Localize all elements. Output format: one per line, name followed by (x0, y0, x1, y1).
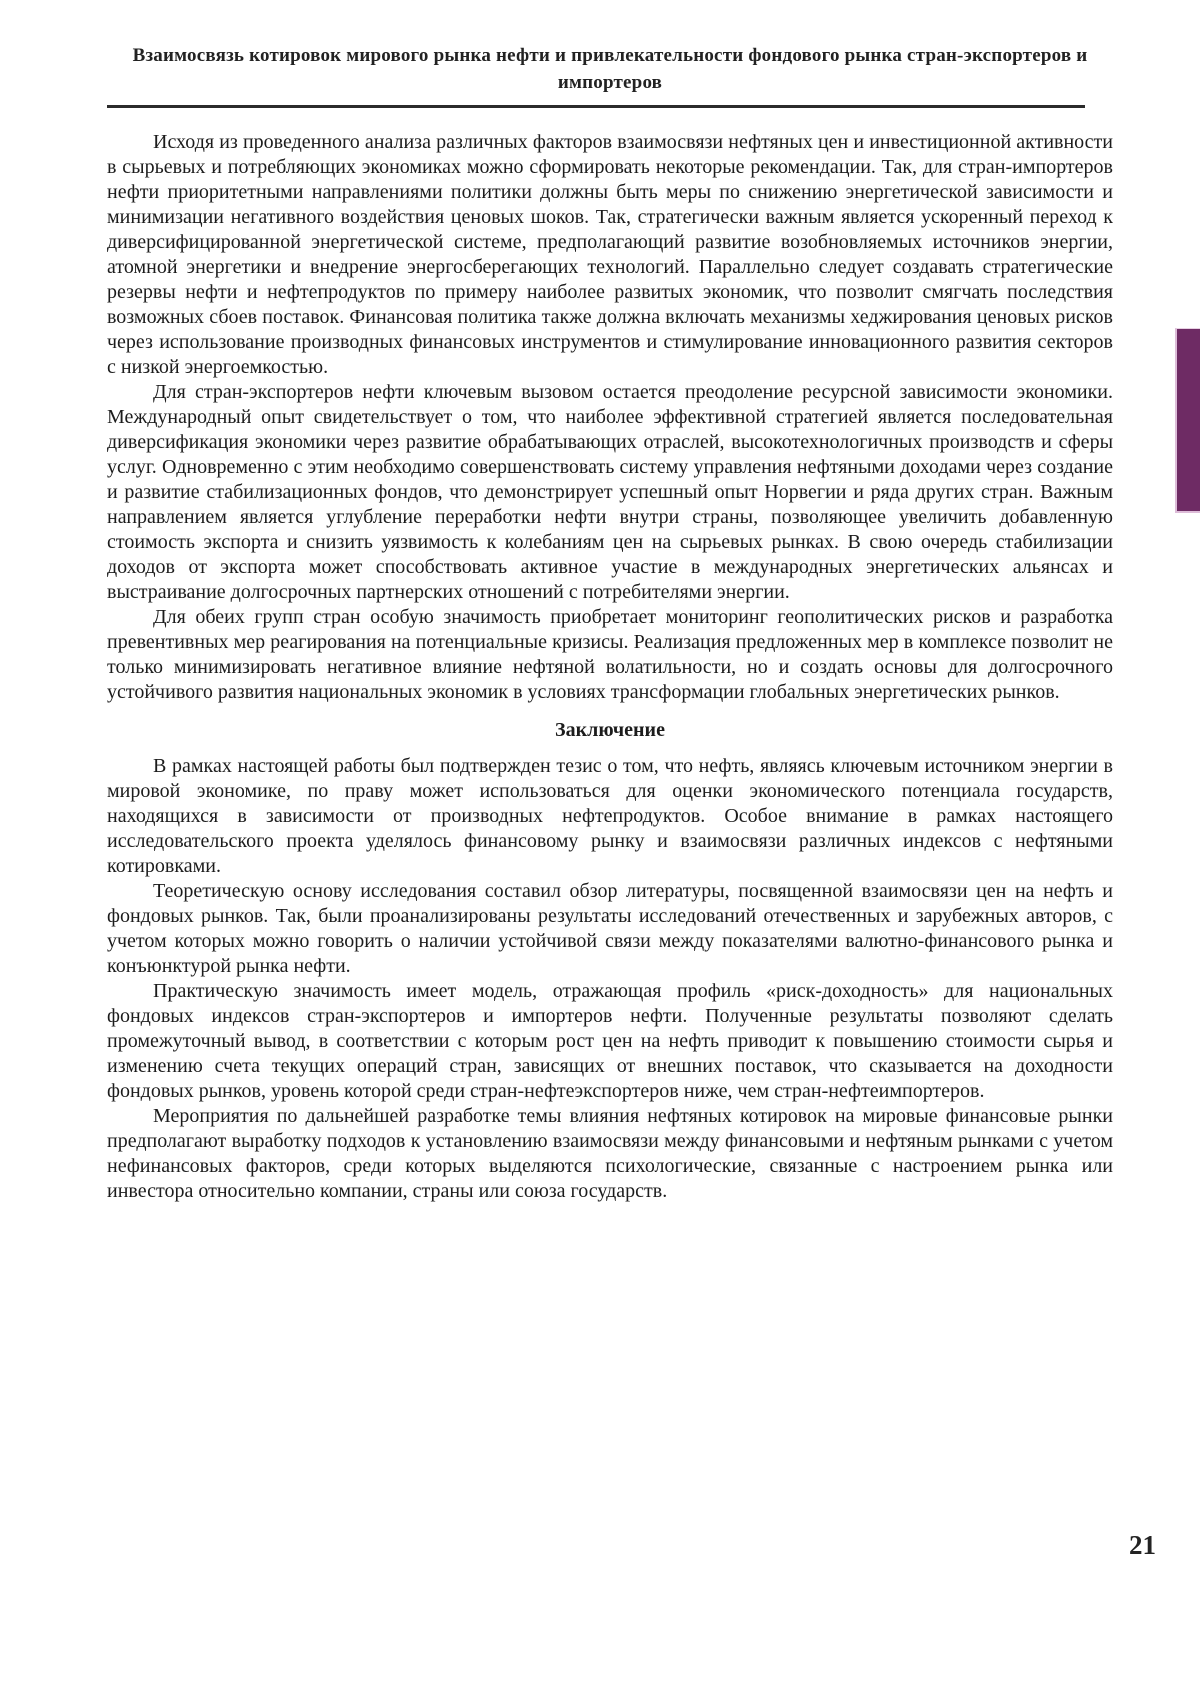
conclusion-paragraph-1: В рамках настоящей работы был подтвержден тезис о том, что нефть, являясь ключевым источником энергии в мировой экономике, по праву может использоваться для оценки экономического потенциала государств, находящихся в зависимости от производных нефтепродуктов. Особое внимание в рамках настоящего исследовательского проекта уделялось финансовому рынку и взаимосвязи различных индексов с нефтяными котировками. (107, 755, 1113, 877)
body-paragraph-2: Для стран-экспортеров нефти ключевым вызовом остается преодоление ресурсной зависимости экономики. Международный опыт свидетельствует о том, что наиболее эффективной стратегией является последовательная диверсификация экономики через развитие обрабатывающих отраслей, высокотехнологичных производств и сферы услуг. Одновременно с этим необходимо совершенствовать систему управления нефтяными доходами через создание и развитие стабилизационных фондов, что демонстрирует успешный опыт Норвегии и ряда других стран. Важным направлением является углубление переработки нефти внутри страны, позволяющее увеличить добавленную стоимость экспорта и снизить уязвимость к колебаниям цен на сырьевых рынках. В свою очередь стабилизации доходов от экспорта может способствовать активное участие в международных энергетических альянсах и выстраивание долгосрочных партнерских отношений с потребителями энергии. (107, 381, 1113, 603)
chapter-edge-tab (1175, 328, 1200, 513)
page-number: 21 (1129, 1530, 1156, 1560)
conclusion-paragraph-4: Мероприятия по дальнейшей разработке темы влияния нефтяных котировок на мировые финансовые рынки предполагают выработку подходов к установлению взаимосвязи между финансовыми и нефтяным рынками с учетом нефинансовых факторов, среди которых выделяются психологические, связанные с настроением рынка или инвестора относительно компании, страны или союза государств. (107, 1105, 1113, 1202)
page-content (107, 42, 1113, 1204)
conclusion-paragraph-2: Теоретическую основу исследования составил обзор литературы, посвященной взаимосвязи цен на нефть и фондовых рынков. Так, были проанализированы результаты исследований отечественных и зарубежных авторов, с учетом которых можно говорить о наличии устойчивой связи между показателями валютно-финансового рынка и конъюнктурой рынка нефти. (107, 880, 1113, 977)
header-rule (107, 105, 1085, 108)
conclusion-heading: Заключение (555, 719, 665, 741)
running-head-title: Взаимосвязь котировок мирового рынка нефти и привлекательности фондового рынка стран-экспортеров и импортеров (132, 45, 1088, 93)
body-paragraph-1: Исходя из проведенного анализа различных факторов взаимосвязи нефтяных цен и инвестиционной активности в сырьевых и потребляющих экономиках можно сформировать некоторые рекомендации. Так, для стран-импортеров нефти приоритетными направлениями политики должны быть меры по снижению энергетической зависимости и минимизации негативного воздействия ценовых шоков. Так, стратегически важным является ускоренный переход к диверсифицированной энергетической системе, предполагающий развитие возобновляемых источников энергии, атомной энергетики и внедрение энергосберегающих технологий. Параллельно следует создавать стратегические резервы нефти и нефтепродуктов по примеру наиболее развитых экономик, что позволит смягчать последствия возможных сбоев поставок. Финансовая политика также должна включать механизмы хеджирования ценовых рисков через использование производных финансовых инструментов и стимулирование инновационного развития секторов с низкой энергоемкостью. (107, 131, 1113, 378)
body-paragraph-3: Для обеих групп стран особую значимость приобретает мониторинг геополитических рисков и разработка превентивных мер реагирования на потенциальные кризисы. Реализация предложенных мер в комплексе позволит не только минимизировать негативное влияние нефтяной волатильности, но и создать основы для долгосрочного устойчивого развития национальных экономик в условиях трансформации глобальных энергетических рынков. (107, 606, 1113, 703)
page-header (107, 42, 1113, 108)
page-body (107, 130, 1113, 1204)
conclusion-paragraph-3: Практическую значимость имеет модель, отражающая профиль «риск-доходность» для национальных фондовых индексов стран-экспортеров и импортеров нефти. Полученные результаты позволяют сделать промежуточный вывод, в соответствии с которым рост цен на нефть приводит к повышению стоимости сырья и изменению счета текущих операций стран, зависящих от внешних поставок, что сказывается на доходности фондовых рынков, уровень которой среди стран-нефтеэкспортеров ниже, чем стран-нефтеимпортеров. (107, 980, 1113, 1102)
